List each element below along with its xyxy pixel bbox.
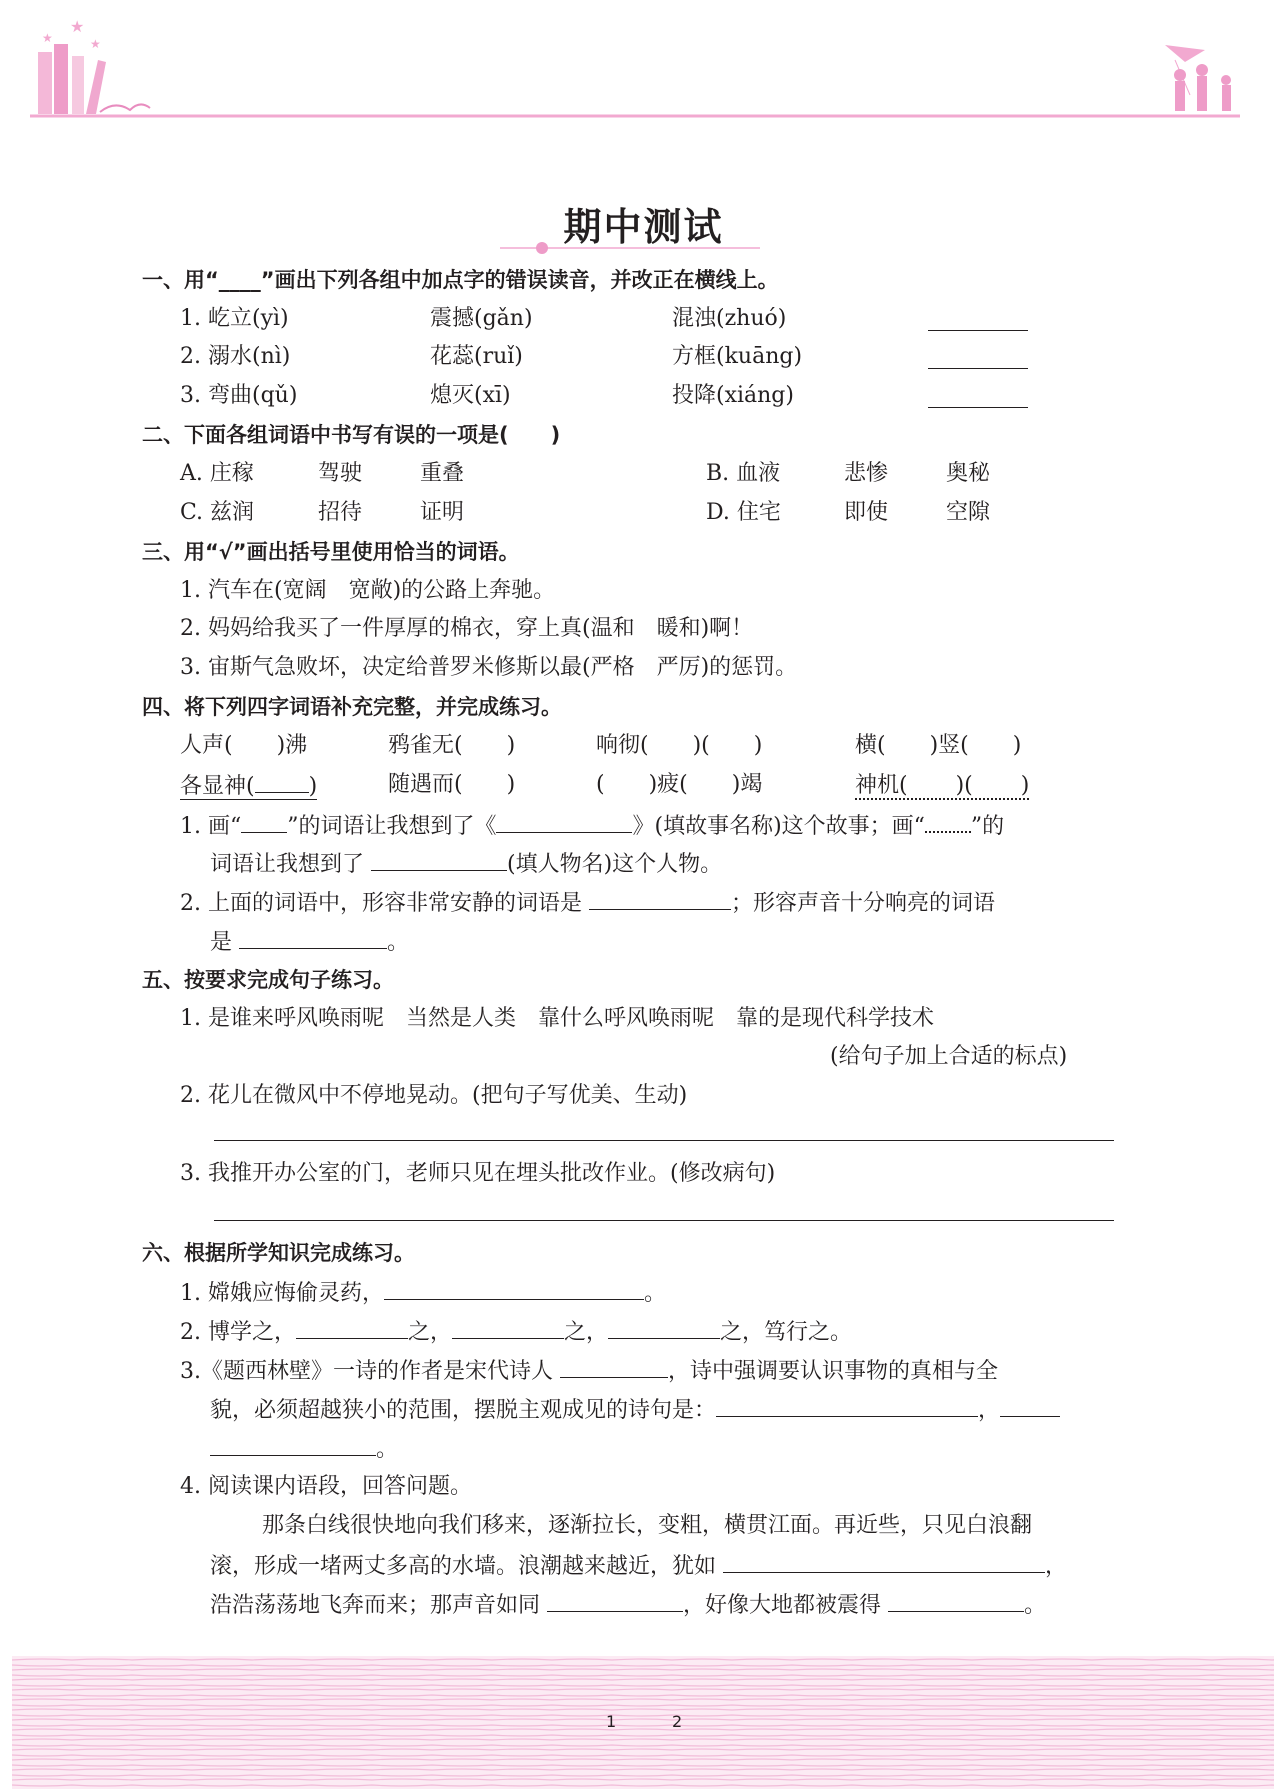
idiom-8-start: 神机( bbox=[855, 773, 908, 798]
passage-text-3a: 浩浩荡荡地飞奔而来；那声音如同 bbox=[210, 1593, 541, 1618]
option-a-1: A. 庄稼 bbox=[180, 461, 254, 486]
s4-q2-text-b: ；形容声音十分响亮的词语 bbox=[731, 891, 996, 916]
idiom-8-end: ) bbox=[1020, 773, 1030, 798]
s3-item-3: 3. 宙斯气急败坏，决定给普罗米修斯以最(严格 严厉)的惩罚。 bbox=[180, 655, 798, 680]
blank-1[interactable] bbox=[296, 1316, 408, 1339]
story-name-blank[interactable] bbox=[496, 810, 632, 833]
s6-q3-text-b: ，诗中强调要认识事物的真相与全 bbox=[668, 1359, 999, 1384]
s1-row2-a: 2. 溺水(nì) bbox=[180, 344, 291, 369]
s6-q3-text-c: 貌，必须超越狭小的范围，摆脱主观成见的诗句是： bbox=[210, 1398, 717, 1423]
section-1-heading: 一、用“____”画出下列各组中加点字的错误读音，并改正在横线上。 bbox=[142, 268, 779, 292]
idiom-8-blank-1[interactable] bbox=[908, 770, 956, 792]
person-name-blank[interactable] bbox=[371, 848, 507, 871]
verse-blank-1[interactable] bbox=[716, 1394, 978, 1417]
s5-question-3: 3. 我推开办公室的门，老师只见在埋头批改作业。(修改病句) bbox=[180, 1161, 776, 1186]
idiom-3: 响彻( )( ) bbox=[596, 733, 763, 758]
option-c-3: 证明 bbox=[420, 500, 465, 525]
page-number-right: 2 bbox=[672, 1712, 683, 1731]
passage-line-1: 那条白线很快地向我们移来，逐渐拉长，变粗，横贯江面。再近些，只见白浪翻 bbox=[262, 1513, 1033, 1538]
s4-question-2 bbox=[180, 887, 995, 919]
s5-question-1-note: (给句子加上合适的标点) bbox=[830, 1044, 1068, 1069]
s6-question-4: 4. 阅读课内语段，回答问题。 bbox=[180, 1474, 472, 1499]
s1-row1-c: 混浊(zhuó) bbox=[672, 306, 787, 331]
verse-blank-2b[interactable] bbox=[210, 1433, 376, 1456]
s6-q3-text-a: 3.《题西林壁》一诗的作者是宋代诗人 bbox=[180, 1359, 553, 1384]
blank-2[interactable] bbox=[452, 1316, 564, 1339]
idiom-8 bbox=[855, 770, 1029, 801]
svg-text:★: ★ bbox=[90, 37, 101, 51]
wavy-line-sample bbox=[925, 809, 971, 833]
idiom-5 bbox=[180, 770, 317, 802]
answer-line[interactable] bbox=[214, 1140, 1114, 1141]
passage-line-2 bbox=[210, 1550, 1067, 1582]
s1-row1-b: 震撼(gǎn) bbox=[430, 306, 533, 331]
s5-question-1: 1. 是谁来呼风唤雨呢 当然是人类 靠什么呼风唤雨呢 靠的是现代科学技术 bbox=[180, 1006, 934, 1031]
footer-band bbox=[12, 1656, 1274, 1789]
svg-text:★: ★ bbox=[70, 17, 85, 36]
s1-row2-b: 花蕊(ruǐ) bbox=[430, 344, 523, 369]
blank-3[interactable] bbox=[608, 1316, 720, 1339]
s6-question-2 bbox=[180, 1316, 852, 1348]
s6-q3-text-d: ， bbox=[978, 1398, 1001, 1423]
s3-item-1: 1. 汽车在(宽阔 宽敞)的公路上奔驰。 bbox=[180, 578, 556, 603]
poem-line-blank[interactable] bbox=[384, 1277, 644, 1300]
s6-question-1 bbox=[180, 1277, 666, 1309]
option-a-2: 驾驶 bbox=[318, 461, 363, 486]
section-5-heading: 五、按要求完成句子练习。 bbox=[142, 968, 394, 992]
s1-row2-c: 方框(kuāng) bbox=[672, 344, 803, 369]
s6-q2-text-d: 之，笃行之。 bbox=[720, 1320, 853, 1345]
answer-line[interactable] bbox=[214, 1220, 1114, 1221]
answer-line[interactable] bbox=[928, 407, 1028, 408]
s6-q2-text-b: 之， bbox=[407, 1320, 452, 1345]
answer-line[interactable] bbox=[928, 330, 1028, 331]
option-d-3: 空隙 bbox=[946, 500, 991, 525]
s4-q2-text-d: 。 bbox=[387, 930, 410, 955]
loud-idiom-blank[interactable] bbox=[239, 926, 387, 949]
title-underline bbox=[500, 242, 760, 254]
option-b-1: B. 血液 bbox=[706, 461, 781, 486]
verse-blank-2a[interactable] bbox=[1000, 1394, 1060, 1417]
s4-q1-text-b: ”的词语让我想到了《 bbox=[287, 814, 497, 839]
header-decoration bbox=[0, 0, 1287, 140]
s4-q1-text-c: 》(填故事名称)这个故事；画“ bbox=[632, 814, 925, 839]
s1-row3-b: 熄灭(xī) bbox=[430, 383, 511, 408]
option-c-2: 招待 bbox=[318, 500, 363, 525]
s4-q1-text-d: ”的 bbox=[970, 814, 1005, 839]
s6-q2-text-c: 之， bbox=[564, 1320, 609, 1345]
passage-text-2a: 滚，形成一堵两丈多高的水墙。浪潮越来越近，犹如 bbox=[210, 1554, 717, 1579]
idiom-6: 随遇而( ) bbox=[388, 772, 516, 797]
quiet-idiom-blank[interactable] bbox=[589, 887, 731, 910]
s6-q2-text-a: 2. 博学之， bbox=[180, 1320, 296, 1345]
option-b-3: 奥秘 bbox=[946, 461, 991, 486]
s6-question-3 bbox=[180, 1355, 998, 1387]
s6-q1-text-a: 1. 嫦娥应悔偷灵药， bbox=[180, 1281, 384, 1306]
s6-question-3-cont2 bbox=[210, 1433, 398, 1465]
section-4-heading: 四、将下列四字词语补充完整，并完成练习。 bbox=[142, 695, 562, 719]
option-a-3: 重叠 bbox=[420, 461, 465, 486]
sound-blank[interactable] bbox=[547, 1589, 683, 1612]
s4-q1-text-f: (填人物名)这个人物。 bbox=[507, 852, 723, 877]
idiom-7: ( )疲( )竭 bbox=[596, 772, 763, 797]
idiom-5-blank[interactable] bbox=[255, 770, 309, 793]
idiom-8-blank-2[interactable] bbox=[973, 770, 1021, 792]
passage-line-3 bbox=[210, 1589, 1046, 1621]
s3-item-2: 2. 妈妈给我买了一件厚厚的棉衣，穿上真(温和 暖和)啊！ bbox=[180, 616, 754, 641]
s4-question-2-cont bbox=[210, 926, 409, 958]
passage-text-3b: ，好像大地都被震得 bbox=[683, 1593, 882, 1618]
s5-question-2: 2. 花儿在微风中不停地晃动。(把句子写优美、生动) bbox=[180, 1083, 688, 1108]
passage-text-2b: ， bbox=[1045, 1554, 1068, 1579]
idiom-1: 人声( )沸 bbox=[180, 733, 308, 758]
s4-question-1 bbox=[180, 809, 1004, 842]
underline-sample bbox=[241, 810, 287, 833]
answer-line[interactable] bbox=[928, 368, 1028, 369]
page-title: 期中测试 bbox=[563, 205, 724, 249]
section-3-heading: 三、用“√”画出括号里使用恰当的词语。 bbox=[142, 540, 520, 564]
svg-text:★: ★ bbox=[42, 31, 53, 45]
s1-row3-a: 3. 弯曲(qǔ) bbox=[180, 383, 298, 408]
s6-question-3-cont bbox=[210, 1394, 1060, 1426]
s4-q1-text-a: 1. 画“ bbox=[180, 814, 242, 839]
option-c-1: C. 兹润 bbox=[180, 500, 255, 525]
poet-blank[interactable] bbox=[560, 1355, 668, 1378]
option-d-1: D. 住宅 bbox=[706, 500, 781, 525]
s6-q1-text-b: 。 bbox=[643, 1281, 666, 1306]
s4-question-1-cont bbox=[210, 848, 722, 880]
passage-text-3c: 。 bbox=[1024, 1593, 1047, 1618]
simile-blank[interactable] bbox=[723, 1550, 1045, 1573]
idiom-2: 鸦雀无( ) bbox=[388, 733, 516, 758]
section-6-heading: 六、根据所学知识完成练习。 bbox=[142, 1241, 415, 1265]
option-d-2: 即使 bbox=[844, 500, 889, 525]
section-2-heading: 二、下面各组词语中书写有误的一项是( ) bbox=[142, 423, 561, 447]
tremble-blank[interactable] bbox=[888, 1589, 1024, 1612]
idiom-5-end: ) bbox=[308, 774, 318, 799]
idiom-5-start: 各显神( bbox=[180, 774, 255, 799]
option-b-2: 悲惨 bbox=[844, 461, 889, 486]
s1-row3-c: 投降(xiáng) bbox=[672, 383, 794, 408]
s6-q3-text-e: 。 bbox=[376, 1437, 399, 1462]
idiom-8-mid: )( bbox=[955, 773, 973, 798]
s1-row1-a: 1. 屹立(yì) bbox=[180, 306, 289, 331]
s4-q2-text-c: 是 bbox=[210, 930, 233, 955]
s4-q2-text-a: 2. 上面的词语中，形容非常安静的词语是 bbox=[180, 891, 582, 916]
s4-q1-text-e: 词语让我想到了 bbox=[210, 852, 365, 877]
page-number-left: 1 bbox=[606, 1712, 617, 1731]
idiom-4: 横( )竖( ) bbox=[855, 733, 1022, 758]
